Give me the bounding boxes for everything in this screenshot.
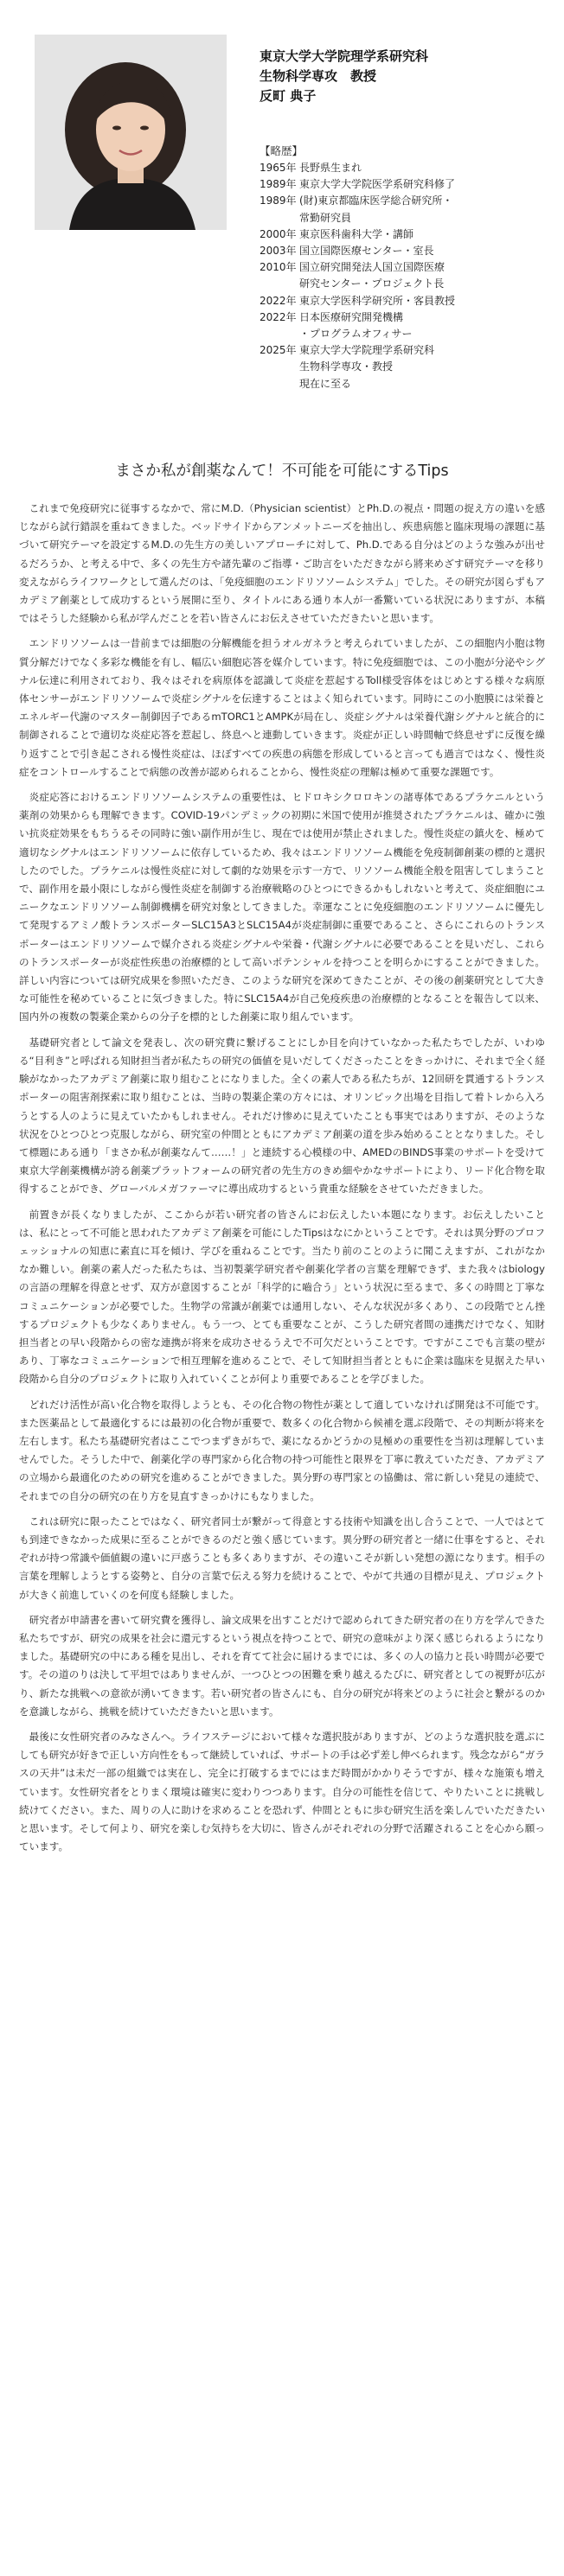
author-portrait — [35, 35, 227, 230]
career-year — [260, 376, 299, 392]
career-row — [260, 160, 455, 176]
career-year — [260, 359, 299, 375]
career-text: 日本医療研究開発機構 — [299, 310, 404, 323]
career-year: 1965年 — [260, 162, 297, 174]
career-row — [260, 193, 455, 209]
article-paragraph: 研究者が申請書を書いて研究費を獲得し、論文成果を出すことだけで認められてきた研究者の在り方を学んできた私たちですが、研究の成果を社会に還元するという視点を持つことで、研究の意味がより深く感じられるようになりました。基礎研究の中にある種を見出し、それを育てて社会に届けるまでには、多くの人の協力と長い時間が必要です。その道のりは決して平坦ではありませんが、一つひとつの困難を乗り越えるたびに、研究者としての視野が広がり、新たな挑戦への意欲が湧いてきます。若い研究者の皆さんにも、自分の研究が将来どのように社会と繋がるのかを意識しながら、挑戦を続けていただきたいと思います。 — [19, 1613, 545, 1718]
career-heading: 【略歴】 — [260, 144, 304, 157]
career-year: 2010年 — [260, 261, 297, 274]
career-text: 東京医科歯科大学・講師 — [299, 227, 414, 240]
career-year: 2022年 — [260, 310, 297, 323]
career-year: 2022年 — [260, 294, 297, 307]
career-row — [260, 342, 455, 359]
career-row — [260, 359, 455, 375]
article-paragraph: 基礎研究者として論文を発表し、次の研究費に繋げることにしか目を向けていなかった私たちでしたが、いわゆる“目利き”と呼ばれる知財担当者が私たちの研究の価値を見いだしてくださったことをきっかけに、それまで全く経験がなかったアカデミア創薬に取り組むことになりました。全くの素人である私たちが、12回研を貫通するトランスポーターの阻害剤探索に取り組むことは、当時の製薬企業の方々には、オリンピック出場を目指して着トレから入ろうとする人のように見えていたかもしれません。それだけ惨めに見えていたことも事実ではありますが、そのような状況をひとつひとつ克服しながら、研究室の仲間とともにアカデミア創薬の道を歩み始めることとなりました。そして標題にある通り「まさか私が創薬なんて……！」と連続する心模様の中、AMEDのBINDS事業のサポートを受けて東京大学創薬機構が誇る創薬プラットフォームの研究者の先生方のきめ細やかなサポートにより、リード化合物を取得することができ、グローバルメガファーマに導出成功するという貴重な経験をさせていただきました。 — [19, 1036, 545, 1196]
article-paragraph: エンドリソソームは一昔前までは細胞の分解機能を担うオルガネラと考えられていましたが、この細胞内小胞は物質分解だけでなく多彩な機能を有し、幅広い細胞応答を媒介しています。特に免疫細胞では、この小胞が分泌やシグナル伝達に利用されており、我々はそれを病原体を認識して炎症を惹起するToll様受容体をはじめとする様々な病原体センサーがエンドリソソームで炎症シグナルを伝達することはよく知られています。同時にこの小胞膜には栄養とエネルギー代謝のマスター制御因子であるmTORC1とAMPKが局在し、炎症シグナルは栄養代謝シグナルと統合的に制御されることで適切な炎症応答を惹起し、終息へと連動していきます。炎症が正しい時間軸で終息せずに反復を繰り返すことで引き起こされる慢性炎症は、ほぼすべての疾患の病態を形成していると言っても過言ではなく、慢性炎症をコントロールすることで病態の改善が認められることから、慢性炎症の理解は極めて重要な課題です。 — [19, 637, 545, 778]
career-text: 国立研究開発法人国立国際医療 — [299, 261, 445, 274]
career-row — [260, 276, 455, 292]
career-text: 長野県生まれ — [299, 162, 362, 174]
career-year — [260, 276, 299, 292]
career-row — [260, 259, 455, 276]
career-text: 東京大学大学院理学系研究科 — [299, 344, 435, 357]
article-paragraph: これまで免疫研究に従事するなかで、常にM.D.（Physician scientist）とPh.D.の視点・問題の捉え方の違いを感じながら試行錯誤を重ねてきました。ベッドサイドからアンメットニーズを抽出し、疾患病態と臨床現場の課題に基づいて研究テーマを設定するM.D.の先生方の美しいアプローチに対して、Ph.D.である自分はどのような強みが出せるだろうか、と考える中で、多くの先生方や諸先輩のご指導・ご助言をいただきながら將来めざす研究テーマを移り変えながらライフワークとして選んだのは、「免疫細胞のエンドリソソームシステム」でした。その研究が図らずもアカデミア創薬として成功するという展開に至り、タイトルにある通り本人が一番驚いている状況にありますが、本稿ではそうした経験から私が学んだことを若い皆さんにお伝えさせていただきたいと思います。 — [19, 502, 545, 625]
career-text: 研究センター・プロジェクト長 — [299, 277, 445, 290]
career-row — [260, 309, 455, 326]
article-paragraph: どれだけ活性が高い化合物を取得しようとも、その化合物の物性が薬として適していなければ開発は不可能です。また医薬品として最適化するには最初の化合物が重要で、数多くの化合物から候補を選ぶ段階で、その判断が将来を左右します。私たち基礎研究者はここでつまずきがちで、薬になるかどうかの見極めの重要性を当初は理解していませんでした。そうした中で、創薬化学の専門家から化合物の持つ可能性と限界を丁寧に教えていただき、アカデミアの立場から最適化のための研究を進めることができました。異分野の専門家との協働は、常に新しい発見の連続で、それまでの自分の研究の在り方を見直すきっかけにもなりました。 — [19, 1398, 545, 1502]
career-row — [260, 226, 455, 243]
career-row — [260, 326, 455, 342]
career-year — [260, 210, 299, 226]
article-body — [19, 500, 545, 1863]
career-text: 東京大学医科学研究所・客員教授 — [299, 294, 456, 307]
career-text: 常勤研究員 — [299, 211, 352, 224]
career-row — [260, 210, 455, 226]
article-paragraph: 前置きが長くなりましたが、ここからが若い研究者の皆さんにお伝えしたい本題になります。お伝えしたいことは、私にとって不可能と思われたアカデミア創薬を可能にしたTipsはなにかということです。それは異分野のプロフェッショナルの知恵に素直に耳を傾け、学びを重ねることです。当たり前のことのように聞こえますが、これがなかなか難しい。創薬の素人だった私たちは、当初製薬学研究者や創薬化学者の言葉を理解できず、また我々はbiologyの言語の理解を得意とせず、双方が意図することが「科学的に嚙合う」という状況に至るまで、多くの時間と丁寧なコミュニケーションが必要でした。生物学の常識が創薬では通用しない、そんな状況が多くあり、この段階でとん挫するプロジェクトも少なくありません。もう一つ、とても重要なことが、こうした研究者間の連携だけでなく、知財担当者との早い段階からの密な連携が将来を成功させるうえで不可欠だということです。ですがここでも言葉の壁があり、丁寧なコミュニケーションで相互理解を進めることで、そして知財担当者とともに企業は臨床を見据えた早い段階から自分のプロジェクトに取り入れていくことが何より重要であることを学びました。 — [19, 1208, 545, 1386]
career-text: (財)東京都臨床医学総合研究所・ — [299, 194, 453, 207]
career-row — [260, 243, 455, 259]
affiliation-line-1: 東京大学大学院理学系研究科 — [260, 48, 429, 64]
career-year: 2000年 — [260, 227, 297, 240]
career-text: 現在に至る — [299, 377, 352, 390]
career-text: 生物科学専攻・教授 — [299, 360, 394, 373]
career-year — [260, 326, 299, 342]
career-year: 2025年 — [260, 344, 297, 357]
career-text: 東京大学大学院医学系研究科修了 — [299, 178, 456, 191]
article-title: まさか私が創薬なんて！不可能を可能にするTips — [115, 462, 449, 480]
article-paragraph: 最後に女性研究者のみなさんへ。ライフステージにおいて様々な選択肢がありますが、どのような選択肢を選ぶにしても研究が好きで正しい方向性をもって継続していれば、サポートの手は必ず差し伸べられます。残念ながら“ガラスの天井”は未だ一部の組織では実在し、完全に打破するまでにはまだ時間がかかりそうですが、様々な施策も増えています。女性研究者をとりまく環境は確実に変わりつつあります。自分の可能性を信じて、やりたいことに挑戦し続けてください。また、周りの人に助けを求めることを恐れず、仲間とともに歩む研究生活を楽しんでいただきたいと思います。そして何より、研究を楽しむ気持ちを大切に、皆さんがそれぞれの分野で活躍されることを心から願っています。 — [19, 1731, 545, 1853]
profile-header — [0, 0, 564, 450]
portrait-image — [35, 35, 227, 230]
career-row — [260, 376, 455, 392]
career-year: 1989年 — [260, 194, 297, 207]
affiliation-line-2: 生物科学専攻 教授 — [260, 68, 377, 84]
career-text: ・プログラムオフィサー — [299, 328, 413, 341]
career-year: 1989年 — [260, 178, 297, 191]
career-row — [260, 176, 455, 193]
career-section — [260, 143, 554, 392]
article-paragraph: 炎症応答におけるエンドリソソームシステムの重要性は、ヒドロキシクロロキンの諸専体であるプラケニルという薬剤の効果からも理解できます。COVID-19パンデミックの初期に米国で使用が推奨されたプラケニルは、確かに強い抗炎症効果をもちうるその同時に強い副作用が生じ、現在では使用が禁止されました。慢性炎症の鎮火を、極めて適切なシグナルはエンドリソソームに依存しているため、我々はエンドリソソーム機能を免疫制御創薬の標的と選択したのでした。プラケニルは慢性炎症に対して劇的な効果を示す一方で、リソソーム機能全般を阻害してしまうことで、副作用を最小限にしながら慢性炎症を制御する治療戦略のひとつにできるかもしれないと考えて、炎症細胞にユニークなエンドリソソーム制御機構を研究対象としてきました。幸運なことに免疫細胞のエンドリソソームに優先して発現するアミノ酸トランスポーターSLC15A3とSLC15A4が炎症制御に重要であること、さらにこれらのトランスポーターはエンドリソソームで媒介される炎症シグナルや栄養・代謝シグナルに必要であることを見いだし、これらのトランスポーターが炎症性疾患の治療標的として高いポテンシャルを持つことを明らかにすることができました。詳しい内容については研究成果を参照いただき、このような研究を深めてきたことが、その後の創薬研究として大きな可能性を秘めていることに気づきました。特にSLC15A4が自己免疫疾患の治療標的となることを報告して以来、国内外の複数の製薬企業からの分子を標的とした創薬に取り組んでいます。 — [19, 791, 545, 1023]
career-year: 2003年 — [260, 245, 297, 258]
author-affiliation — [260, 47, 545, 106]
career-text: 国立国際医療センター・室長 — [299, 245, 434, 258]
author-name: 反町 典子 — [260, 88, 317, 104]
career-row — [260, 293, 455, 309]
article-paragraph: これは研究に限ったことではなく、研究者同士が繋がって得意とする技術や知識を出し合うことで、一人ではとても到達できなかった成果に至ることができるのだと強く感じています。異分野の研究者と一緒に仕事をすると、それぞれが持つ常識や価値観の違いに戸惑うことも多くありますが、その違いこそが新しい発想の源になります。相手の言葉を理解しようとする姿勢と、自分の言葉で伝える努力を続けることで、やがて共通の目標が見え、プロジェクトが大きく前進していくのを何度も経験しました。 — [19, 1514, 545, 1601]
career-table — [260, 160, 455, 392]
